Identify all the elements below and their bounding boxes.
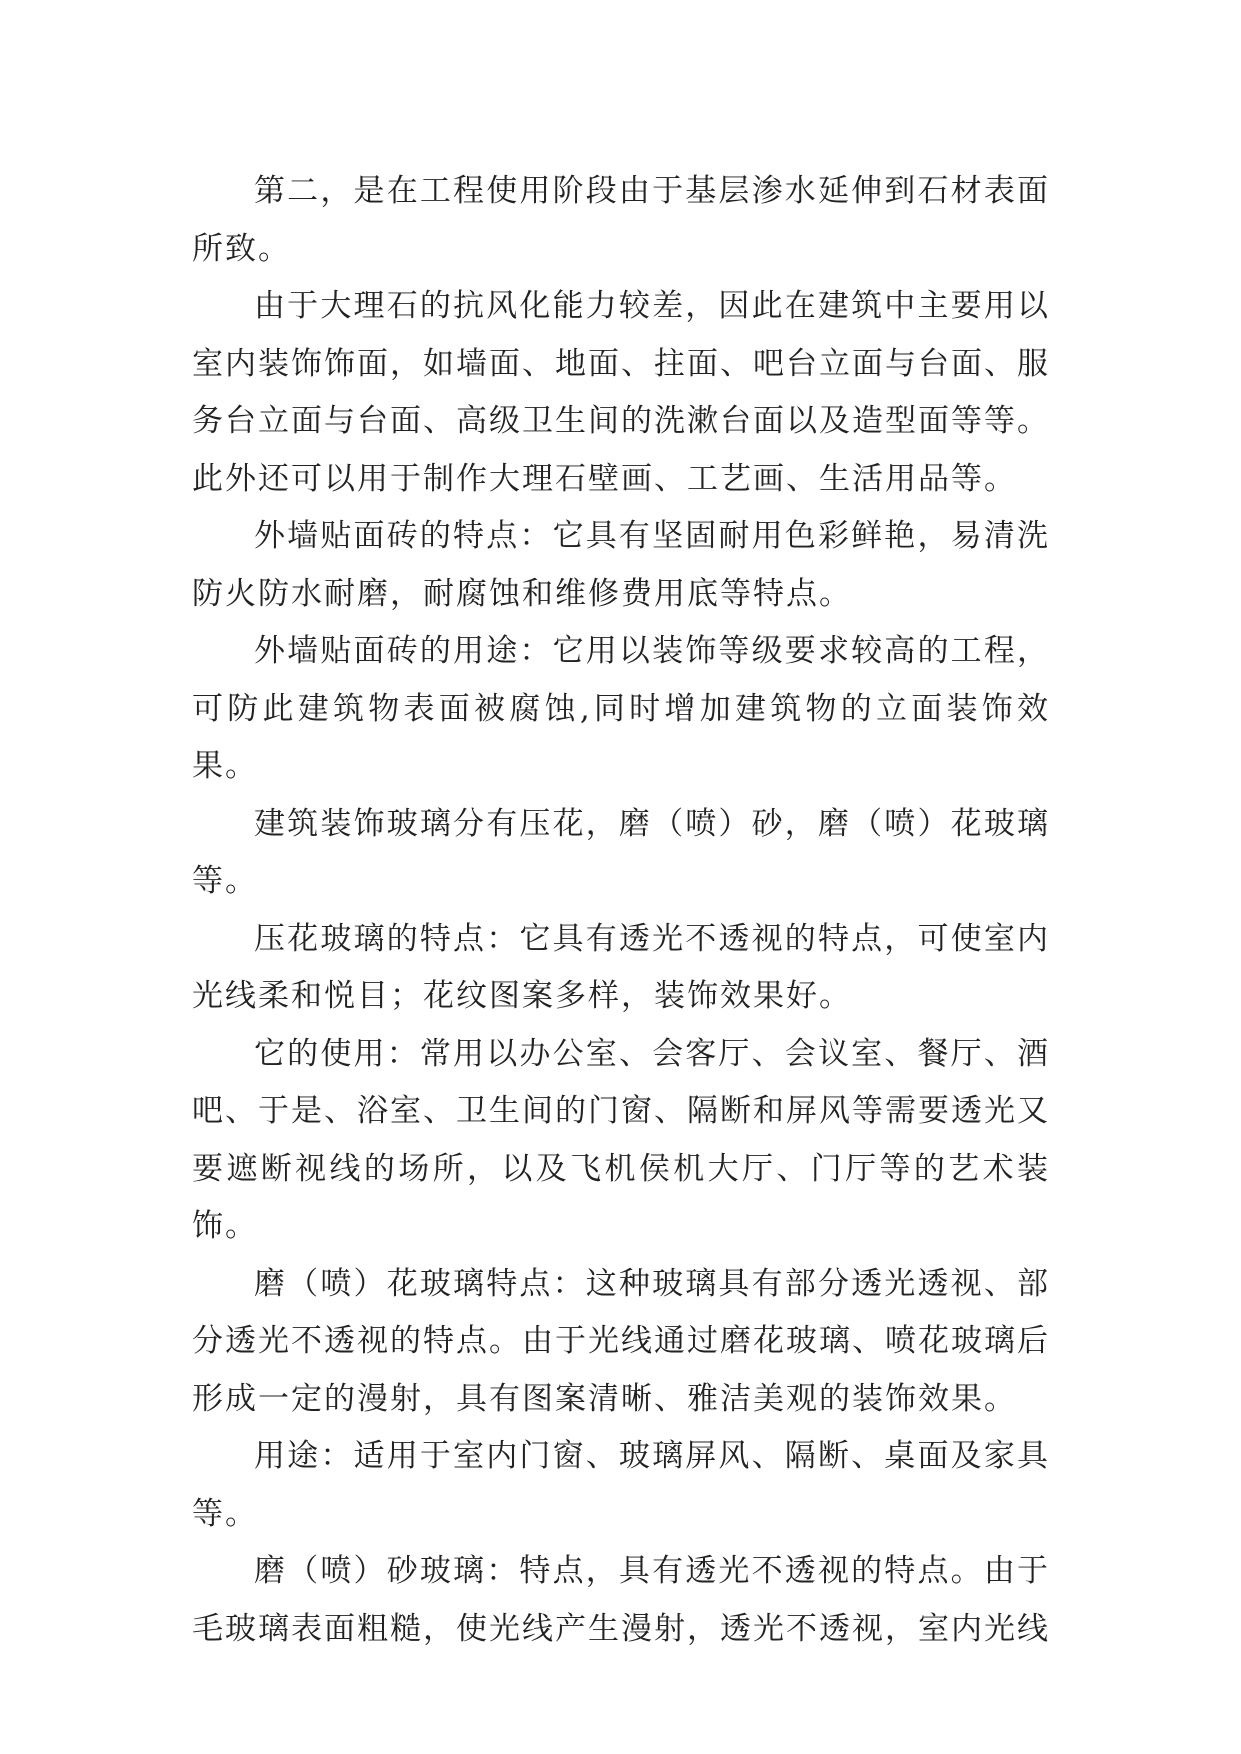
paragraph-7: 它的使用：常用以办公室、会客厅、会议室、餐厅、酒吧、于是、浴室、卫生间的门窗、隔断和屏风等需要透光又要遮断视线的场所，以及飞机侯机大厅、门厅等的艺术装饰。 [192,1035,1050,1244]
paragraph-5: 建筑装饰玻璃分有压花，磨（喷）砂，磨（喷）花玻璃等。 [192,805,1050,899]
paragraph-9: 用途：适用于室内门窗、玻璃屏风、隔断、桌面及家具等。 [192,1438,1050,1532]
paragraph-4: 外墙贴面砖的用途：它用以装饰等级要求较高的工程，可防此建筑物表面被腐蚀,同时增加建筑物的立面装饰效果。 [192,633,1050,784]
paragraph-1: 第二，是在工程使用阶段由于基层渗水延伸到石材表面所致。 [192,173,1050,267]
paragraph-8: 磨（喷）花玻璃特点：这种玻璃具有部分透光透视、部分透光不透视的特点。由于光线通过磨花玻璃、喷花玻璃后形成一定的漫射，具有图案清晰、雅洁美观的装饰效果。 [192,1265,1050,1417]
paragraph-10: 磨（喷）砂玻璃：特点，具有透光不透视的特点。由于毛玻璃表面粗糙，使光线产生漫射，透光不透视，室内光线 [192,1553,1050,1647]
paragraph-6: 压花玻璃的特点：它具有透光不透视的特点，可使室内光线柔和悦目；花纹图案多样，装饰效果好。 [192,920,1050,1014]
paragraph-2: 由于大理石的抗风化能力较差，因此在建筑中主要用以室内装饰饰面，如墙面、地面、拄面、吧台立面与台面、服务台立面与台面、高级卫生间的洗漱台面以及造型面等等。此外还可以用于制作大理石壁画、工艺画、生活用品等。 [192,288,1050,497]
document-body [192,163,1050,1658]
paragraph-3: 外墙贴面砖的特点：它具有坚固耐用色彩鲜艳，易清洗防火防水耐磨，耐腐蚀和维修费用底等特点。 [192,518,1050,612]
